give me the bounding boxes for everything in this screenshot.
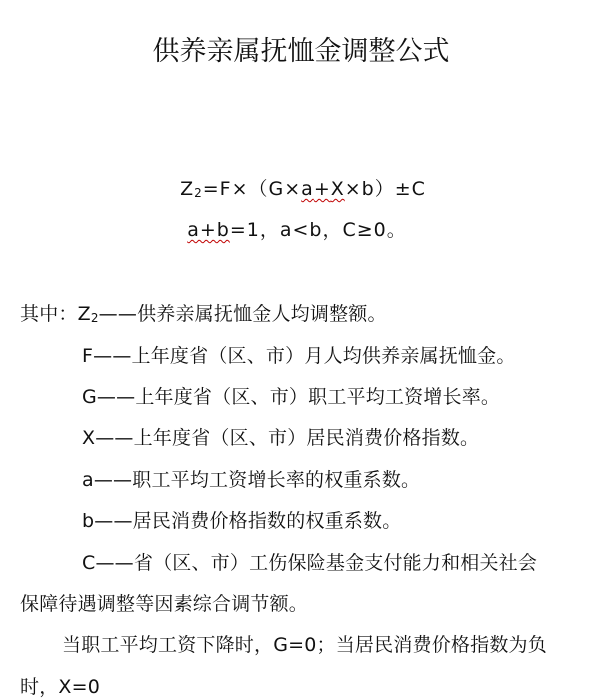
definition-intro: [20, 301, 387, 327]
formula-part-3: ×b）±C: [344, 178, 426, 200]
formula-line-2: [0, 217, 598, 243]
note-line-2: 时，X=0: [20, 676, 101, 698]
note-line-1: 当职工平均工资下降时，G=0；当居民消费价格指数为负: [62, 634, 547, 656]
definition-x: X——上年度省（区、市）居民消费价格指数。: [82, 427, 480, 449]
definition-intro-subscript: 2: [90, 311, 99, 325]
formula-x: X: [330, 178, 345, 200]
formula-a: a: [301, 178, 314, 200]
formula-line-1: [2, 176, 602, 202]
definition-b: b——居民消费价格指数的权重系数。: [82, 510, 402, 532]
definition-f: F——上年度省（区、市）月人均供养亲属抚恤金。: [82, 345, 516, 367]
definition-a: a——职工平均工资增长率的权重系数。: [82, 469, 421, 491]
formula-z-subscript: 2: [194, 186, 203, 200]
definition-intro-prefix: 其中：Z: [20, 303, 91, 325]
definition-c-continuation: 保障待遇调整等因素综合调节额。: [20, 593, 309, 615]
formula-plus: +: [313, 178, 331, 200]
formula-a-spellcheck: [301, 178, 345, 200]
formula-constraints: =1，a<b，C≥0。: [229, 219, 407, 241]
definition-c: C——省（区、市）工伤保险基金支付能力和相关社会: [82, 552, 538, 574]
formula-part-1: =F×（G×: [202, 178, 302, 200]
document-title: 供养亲属抚恤金调整公式: [152, 36, 450, 67]
formula-ab-spellcheck: a+b: [187, 219, 230, 241]
formula-z: Z: [180, 178, 195, 200]
definition-intro-rest: ——供养亲属抚恤金人均调整额。: [98, 303, 387, 325]
definition-g: G——上年度省（区、市）职工平均工资增长率。: [82, 386, 501, 408]
